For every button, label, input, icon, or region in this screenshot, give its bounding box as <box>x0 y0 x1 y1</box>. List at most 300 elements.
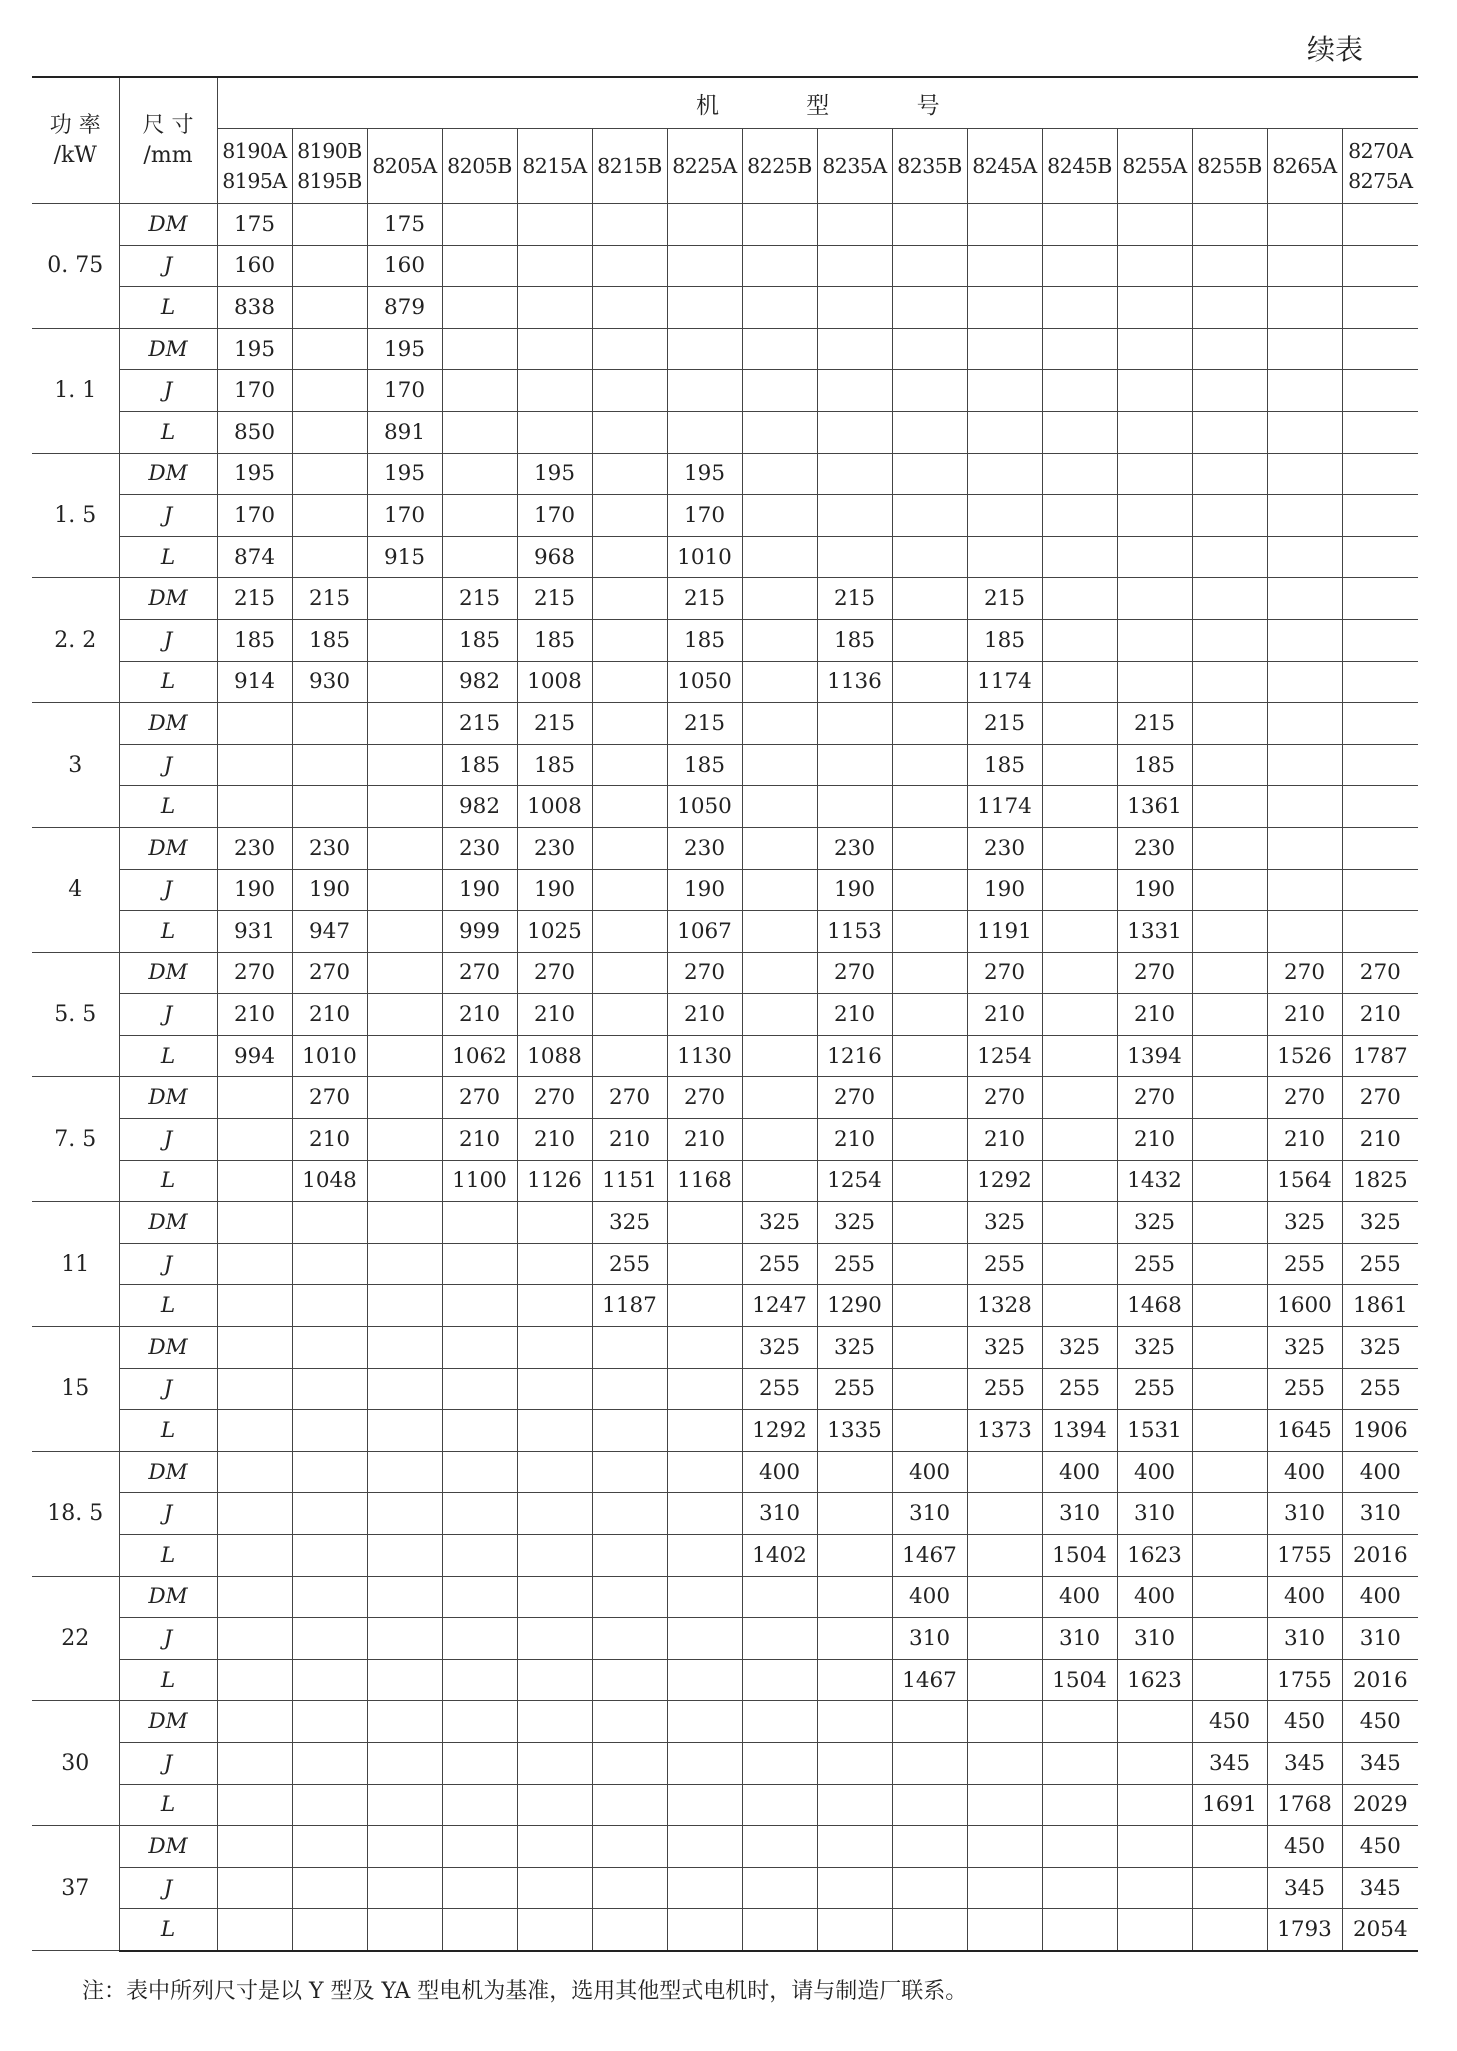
value-cell <box>292 1742 367 1784</box>
value-cell <box>592 1659 667 1701</box>
value-cell: 210 <box>517 994 592 1036</box>
power-cell: 30 <box>32 1701 119 1826</box>
value-cell: 450 <box>1267 1826 1342 1868</box>
value-cell: 325 <box>1042 1327 1117 1369</box>
value-cell <box>1042 1742 1117 1784</box>
value-cell: 170 <box>367 495 442 537</box>
value-cell <box>1192 1618 1267 1660</box>
value-cell <box>1267 536 1342 578</box>
value-cell: 982 <box>442 661 517 703</box>
value-cell <box>592 411 667 453</box>
power-cell: 1. 1 <box>32 328 119 453</box>
model-code: 8205A <box>372 154 437 178</box>
value-cell: 1048 <box>292 1160 367 1202</box>
value-cell <box>1042 287 1117 329</box>
value-cell <box>1117 578 1192 620</box>
value-cell: 915 <box>367 536 442 578</box>
model-header-cell <box>292 129 367 204</box>
table-body <box>32 204 1418 1951</box>
value-cell <box>1192 1451 1267 1493</box>
value-cell <box>1342 411 1418 453</box>
value-cell <box>292 744 367 786</box>
model-code: 8265A <box>1272 154 1337 178</box>
value-cell <box>367 827 442 869</box>
value-cell <box>892 1742 967 1784</box>
dimension-label: DM <box>119 453 217 495</box>
value-cell <box>1192 952 1267 994</box>
value-cell <box>1042 619 1117 661</box>
value-cell: 400 <box>892 1451 967 1493</box>
value-cell <box>1267 328 1342 370</box>
value-cell: 270 <box>517 1077 592 1119</box>
value-cell <box>1042 411 1117 453</box>
value-cell <box>1267 245 1342 287</box>
value-cell <box>517 1576 592 1618</box>
value-cell <box>217 1451 292 1493</box>
value-cell <box>292 287 367 329</box>
value-cell <box>592 1035 667 1077</box>
table-row <box>32 578 1418 620</box>
value-cell <box>1267 744 1342 786</box>
value-cell: 1062 <box>442 1035 517 1077</box>
value-cell <box>817 287 892 329</box>
power-cell: 1. 5 <box>32 453 119 578</box>
value-cell <box>1117 1867 1192 1909</box>
value-cell <box>367 1742 442 1784</box>
value-cell <box>1267 495 1342 537</box>
table-row <box>32 370 1418 412</box>
value-cell <box>367 703 442 745</box>
value-cell <box>367 1119 442 1161</box>
table-row <box>32 869 1418 911</box>
value-cell <box>217 1202 292 1244</box>
value-cell <box>592 578 667 620</box>
value-cell: 170 <box>367 370 442 412</box>
value-cell <box>517 1535 592 1577</box>
value-cell <box>742 411 817 453</box>
value-cell <box>292 453 367 495</box>
value-cell <box>817 1493 892 1535</box>
value-cell: 1168 <box>667 1160 742 1202</box>
value-cell: 2029 <box>1342 1784 1418 1826</box>
value-cell <box>442 1243 517 1285</box>
value-cell: 1254 <box>967 1035 1042 1077</box>
table-row <box>32 536 1418 578</box>
value-cell: 215 <box>667 578 742 620</box>
value-cell <box>1192 703 1267 745</box>
value-cell: 230 <box>817 827 892 869</box>
value-cell: 1373 <box>967 1410 1042 1452</box>
value-cell: 270 <box>1342 1077 1418 1119</box>
value-cell <box>1042 1160 1117 1202</box>
value-cell: 325 <box>967 1202 1042 1244</box>
value-cell <box>592 1784 667 1826</box>
value-cell <box>1192 869 1267 911</box>
table-row <box>32 1535 1418 1577</box>
dimension-label: J <box>119 1742 217 1784</box>
value-cell <box>1117 619 1192 661</box>
value-cell: 325 <box>1342 1202 1418 1244</box>
table-row <box>32 703 1418 745</box>
value-cell <box>292 411 367 453</box>
value-cell: 270 <box>292 952 367 994</box>
value-cell <box>517 1368 592 1410</box>
value-cell: 210 <box>817 994 892 1036</box>
value-cell <box>442 411 517 453</box>
value-cell <box>367 1493 442 1535</box>
value-cell <box>1042 453 1117 495</box>
value-cell: 325 <box>592 1202 667 1244</box>
value-cell <box>367 619 442 661</box>
dimension-label: DM <box>119 1077 217 1119</box>
value-cell <box>517 1701 592 1743</box>
dimension-label: L <box>119 1784 217 1826</box>
value-cell: 930 <box>292 661 367 703</box>
value-cell <box>292 1493 367 1535</box>
model-code: 8225B <box>747 154 812 178</box>
model-header-cell <box>667 129 742 204</box>
value-cell: 325 <box>967 1327 1042 1369</box>
value-cell <box>667 1618 742 1660</box>
dimension-label: L <box>119 786 217 828</box>
dimension-label: DM <box>119 1202 217 1244</box>
value-cell: 215 <box>817 578 892 620</box>
value-cell <box>892 287 967 329</box>
value-cell <box>1192 1035 1267 1077</box>
value-cell <box>592 328 667 370</box>
value-cell <box>367 1535 442 1577</box>
value-cell: 255 <box>967 1243 1042 1285</box>
value-cell <box>217 1535 292 1577</box>
value-cell <box>817 411 892 453</box>
value-cell: 230 <box>217 827 292 869</box>
model-code: 8255A <box>1122 154 1187 178</box>
value-cell <box>742 495 817 537</box>
model-code: 8215A <box>522 154 587 178</box>
value-cell: 450 <box>1267 1701 1342 1743</box>
value-cell: 1247 <box>742 1285 817 1327</box>
value-cell: 400 <box>742 1451 817 1493</box>
value-cell <box>742 328 817 370</box>
value-cell: 1174 <box>967 661 1042 703</box>
value-cell <box>667 204 742 246</box>
value-cell <box>1267 204 1342 246</box>
value-cell: 190 <box>1117 869 1192 911</box>
value-cell: 210 <box>217 994 292 1036</box>
value-cell: 838 <box>217 287 292 329</box>
value-cell <box>217 1077 292 1119</box>
model-code: 8245B <box>1047 154 1112 178</box>
value-cell <box>292 1618 367 1660</box>
value-cell: 1050 <box>667 661 742 703</box>
value-cell: 170 <box>217 370 292 412</box>
value-cell: 195 <box>367 328 442 370</box>
value-cell <box>517 1202 592 1244</box>
table-row <box>32 245 1418 287</box>
footnote: 注：表中所列尺寸是以 Y 型及 YA 型电机为基准，选用其他型式电机时，请与制造厂联系。 <box>82 1979 968 2004</box>
value-cell <box>442 1909 517 1951</box>
value-cell <box>667 1784 742 1826</box>
value-cell <box>292 204 367 246</box>
value-cell <box>967 1576 1042 1618</box>
value-cell: 1361 <box>1117 786 1192 828</box>
value-cell <box>292 1535 367 1577</box>
value-cell <box>1342 911 1418 953</box>
value-cell: 185 <box>1117 744 1192 786</box>
value-cell: 1153 <box>817 911 892 953</box>
value-cell: 2054 <box>1342 1909 1418 1951</box>
value-cell <box>1192 1576 1267 1618</box>
value-cell <box>442 453 517 495</box>
value-cell <box>1042 952 1117 994</box>
value-cell: 310 <box>892 1618 967 1660</box>
value-cell: 1331 <box>1117 911 1192 953</box>
value-cell: 255 <box>1342 1368 1418 1410</box>
dimension-label: L <box>119 536 217 578</box>
table-row <box>32 1243 1418 1285</box>
value-cell <box>1117 1909 1192 1951</box>
table-row <box>32 1784 1418 1826</box>
value-cell <box>742 1119 817 1161</box>
value-cell: 190 <box>667 869 742 911</box>
table-row <box>32 1493 1418 1535</box>
value-cell <box>1192 994 1267 1036</box>
value-cell: 255 <box>1267 1368 1342 1410</box>
dimension-label: L <box>119 1659 217 1701</box>
value-cell <box>742 661 817 703</box>
value-cell <box>517 1410 592 1452</box>
value-cell <box>442 1493 517 1535</box>
value-cell <box>742 786 817 828</box>
value-cell <box>667 370 742 412</box>
value-cell: 160 <box>367 245 442 287</box>
value-cell <box>517 328 592 370</box>
value-cell: 874 <box>217 536 292 578</box>
value-cell: 1504 <box>1042 1535 1117 1577</box>
value-cell <box>892 1243 967 1285</box>
value-cell <box>892 578 967 620</box>
value-cell: 1187 <box>592 1285 667 1327</box>
value-cell <box>1342 204 1418 246</box>
model-header-cell <box>742 129 817 204</box>
value-cell: 1645 <box>1267 1410 1342 1452</box>
value-cell: 450 <box>1192 1701 1267 1743</box>
value-cell <box>1042 994 1117 1036</box>
value-cell <box>217 1867 292 1909</box>
value-cell: 1623 <box>1117 1535 1192 1577</box>
value-cell: 914 <box>217 661 292 703</box>
value-cell: 185 <box>442 744 517 786</box>
value-cell <box>367 1202 442 1244</box>
value-cell <box>217 1160 292 1202</box>
value-cell <box>742 1784 817 1826</box>
model-header-cell <box>1342 129 1418 204</box>
model-code: 8195B <box>297 169 362 193</box>
value-cell: 255 <box>1267 1243 1342 1285</box>
value-cell <box>742 869 817 911</box>
model-header-cell <box>817 129 892 204</box>
value-cell: 1008 <box>517 786 592 828</box>
value-cell <box>1192 1535 1267 1577</box>
value-cell <box>817 786 892 828</box>
value-cell: 400 <box>1342 1451 1418 1493</box>
model-header-cell <box>217 129 292 204</box>
dimension-label: L <box>119 661 217 703</box>
value-cell: 1050 <box>667 786 742 828</box>
value-cell <box>592 1368 667 1410</box>
value-cell <box>1192 1202 1267 1244</box>
value-cell <box>367 786 442 828</box>
value-cell: 999 <box>442 911 517 953</box>
value-cell: 310 <box>742 1493 817 1535</box>
value-cell <box>892 245 967 287</box>
value-cell <box>667 1285 742 1327</box>
value-cell <box>817 1742 892 1784</box>
value-cell <box>367 1826 442 1868</box>
value-cell <box>1042 495 1117 537</box>
value-cell: 190 <box>292 869 367 911</box>
value-cell <box>742 1701 817 1743</box>
value-cell: 230 <box>667 827 742 869</box>
value-cell <box>1192 619 1267 661</box>
value-cell <box>1267 619 1342 661</box>
value-cell: 1531 <box>1117 1410 1192 1452</box>
value-cell: 270 <box>517 952 592 994</box>
value-cell: 210 <box>1117 1119 1192 1161</box>
value-cell <box>1192 1327 1267 1369</box>
value-cell <box>817 204 892 246</box>
model-header-cell <box>1117 129 1192 204</box>
value-cell: 190 <box>217 869 292 911</box>
value-cell <box>592 827 667 869</box>
value-cell: 215 <box>1117 703 1192 745</box>
value-cell <box>517 287 592 329</box>
value-cell <box>1192 411 1267 453</box>
value-cell: 1467 <box>892 1535 967 1577</box>
value-cell <box>1267 911 1342 953</box>
value-cell: 1755 <box>1267 1535 1342 1577</box>
value-cell <box>1192 453 1267 495</box>
model-header-cell <box>442 129 517 204</box>
value-cell <box>1342 578 1418 620</box>
value-cell: 1292 <box>742 1410 817 1452</box>
value-cell <box>367 1285 442 1327</box>
value-cell <box>1042 1202 1117 1244</box>
table-row <box>32 1119 1418 1161</box>
value-cell <box>742 952 817 994</box>
size-header-label: 尺 寸 <box>142 112 194 138</box>
value-cell <box>442 1867 517 1909</box>
value-cell <box>217 1701 292 1743</box>
value-cell <box>517 1493 592 1535</box>
value-cell <box>742 1867 817 1909</box>
value-cell <box>517 411 592 453</box>
value-cell <box>1042 869 1117 911</box>
size-header-unit: /mm <box>143 142 193 168</box>
value-cell <box>892 453 967 495</box>
value-cell <box>292 370 367 412</box>
dimension-label: J <box>119 1243 217 1285</box>
model-code: 8255B <box>1197 154 1262 178</box>
table-row <box>32 1285 1418 1327</box>
value-cell <box>592 1742 667 1784</box>
value-cell <box>217 744 292 786</box>
value-cell: 1906 <box>1342 1410 1418 1452</box>
model-code: 8275A <box>1348 169 1413 193</box>
value-cell <box>817 1451 892 1493</box>
value-cell <box>967 411 1042 453</box>
value-cell: 994 <box>217 1035 292 1077</box>
power-cell: 5. 5 <box>32 952 119 1077</box>
value-cell: 175 <box>217 204 292 246</box>
value-cell <box>667 328 742 370</box>
table-row <box>32 1451 1418 1493</box>
value-cell <box>967 1618 1042 1660</box>
value-cell: 345 <box>1267 1867 1342 1909</box>
value-cell <box>892 1285 967 1327</box>
table-row <box>32 1410 1418 1452</box>
value-cell <box>1117 1701 1192 1743</box>
table-row <box>32 453 1418 495</box>
value-cell <box>1192 328 1267 370</box>
value-cell: 215 <box>217 578 292 620</box>
value-cell <box>592 1410 667 1452</box>
value-cell <box>367 1327 442 1369</box>
value-cell <box>292 495 367 537</box>
value-cell: 345 <box>1192 1742 1267 1784</box>
value-cell <box>967 1535 1042 1577</box>
value-cell <box>667 1909 742 1951</box>
value-cell <box>1192 1493 1267 1535</box>
model-header-cell <box>1192 129 1267 204</box>
value-cell: 1793 <box>1267 1909 1342 1951</box>
value-cell <box>592 245 667 287</box>
dimension-label: DM <box>119 1327 217 1369</box>
value-cell <box>1192 1160 1267 1202</box>
value-cell: 270 <box>817 1077 892 1119</box>
model-header-cell <box>1042 129 1117 204</box>
value-cell <box>967 1909 1042 1951</box>
value-cell <box>1192 578 1267 620</box>
value-cell <box>592 495 667 537</box>
value-cell <box>367 1659 442 1701</box>
value-cell <box>517 1618 592 1660</box>
value-cell <box>667 245 742 287</box>
value-cell: 1136 <box>817 661 892 703</box>
value-cell <box>292 1701 367 1743</box>
value-cell: 210 <box>667 994 742 1036</box>
value-cell <box>442 1826 517 1868</box>
value-cell: 1328 <box>967 1285 1042 1327</box>
value-cell <box>367 1909 442 1951</box>
value-cell <box>742 287 817 329</box>
value-cell <box>592 204 667 246</box>
value-cell <box>1342 827 1418 869</box>
value-cell: 325 <box>1267 1202 1342 1244</box>
value-cell <box>892 827 967 869</box>
value-cell <box>442 1618 517 1660</box>
value-cell: 185 <box>667 744 742 786</box>
value-cell: 210 <box>292 994 367 1036</box>
value-cell <box>217 1119 292 1161</box>
value-cell <box>1342 703 1418 745</box>
value-cell: 310 <box>1117 1618 1192 1660</box>
power-cell: 3 <box>32 703 119 828</box>
dimension-label: L <box>119 287 217 329</box>
value-cell <box>1267 703 1342 745</box>
value-cell: 175 <box>367 204 442 246</box>
dimension-label: DM <box>119 328 217 370</box>
